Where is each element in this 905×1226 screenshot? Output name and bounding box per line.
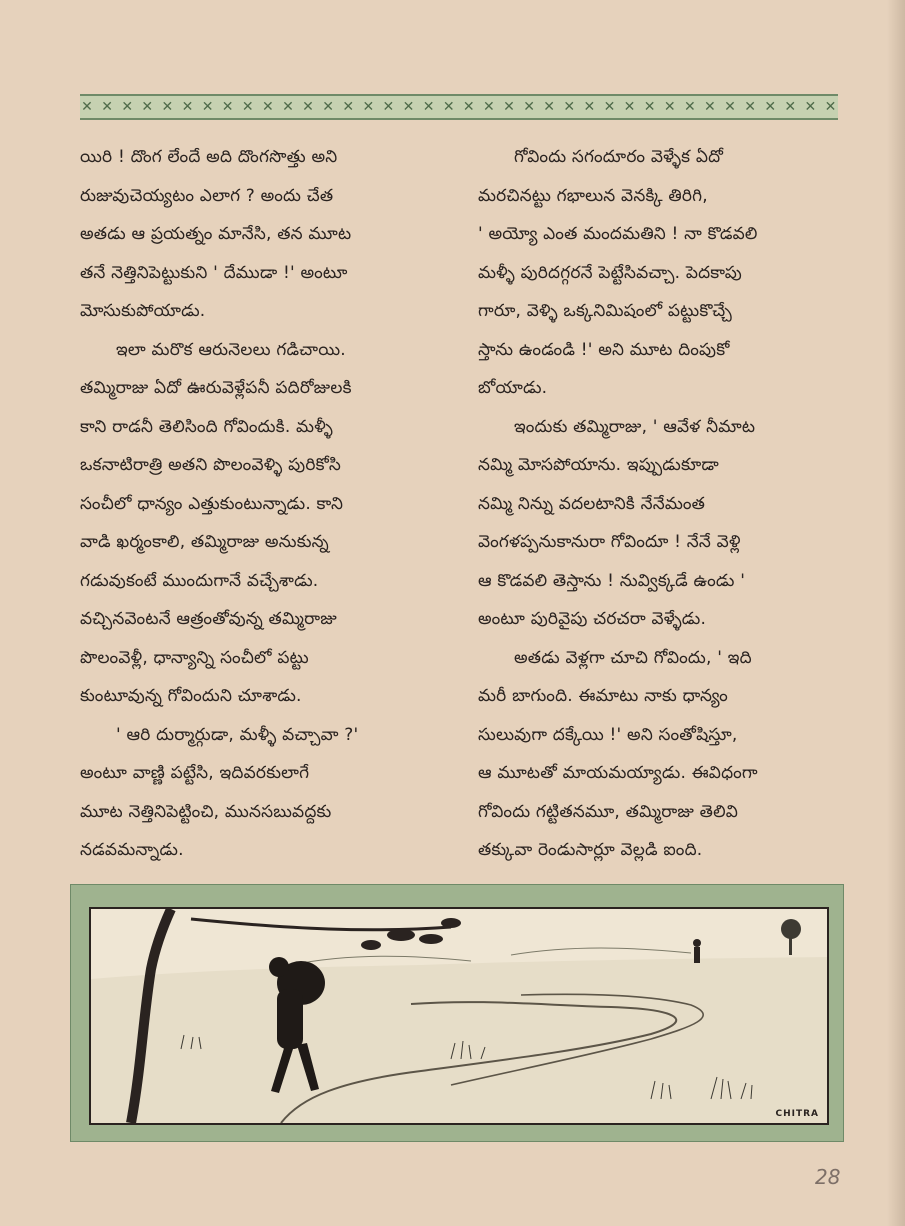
ornament-icon: ✕	[543, 99, 556, 115]
page-edge-shadow	[887, 0, 905, 1226]
artist-signature: CHITRA	[775, 1109, 819, 1119]
page-number: 28	[815, 1165, 841, 1189]
text-line: ఒకనాటిరాత్రి అతని పొలంవెళ్ళి పురికోసి	[80, 455, 342, 475]
ornament-icon: ✕	[101, 99, 113, 115]
ornament-icon: ✕	[764, 99, 777, 115]
ornament-icon: ✕	[261, 99, 274, 115]
ornament-icon: ✕	[724, 99, 736, 115]
text-line: నడవమన్నాడు.	[80, 840, 184, 860]
text-line: వాడి ఖర్మంకాలి, తమ్మిరాజు అనుకున్న	[80, 532, 329, 552]
text-line: అతడు ఆ ప్రయత్నం మానేసి, తన మూట	[80, 224, 352, 244]
text-line: అంటూ పురివైపు చరచరా వెళ్ళేడు.	[478, 609, 707, 629]
ornament-icon: ✕	[583, 99, 596, 115]
ornament-icon: ✕	[362, 99, 375, 115]
ornament-icon: ✕	[663, 99, 676, 115]
text-line: ఆ కొడవలి తెస్తాను ! నువ్విక్కడే ఉండు '	[478, 570, 746, 591]
text-line: కాని రాడనీ తెలిసింది గోవిందుకి. మళ్ళీ	[80, 416, 334, 437]
text-line: నమ్మి నిన్ను వదలటానికి నేనేమంత	[478, 493, 706, 514]
ornament-icon: ✕	[141, 99, 154, 115]
ornament-icon: ✕	[683, 99, 696, 115]
ornament-icon: ✕	[342, 99, 355, 115]
text-line: ఆ మూటతో మాయమయ్యాడు. ఈవిధంగా	[478, 763, 758, 783]
text-line: తనే నెత్తినిపెట్టుకుని ' దేముడా !' అంటూ	[80, 262, 348, 283]
text-line: ' అయ్యో ఎంత మందమతిని ! నా కొడవలి	[478, 224, 758, 244]
text-line: రుజువుచెయ్యటం ఎలాగ ? అందు చేత	[80, 185, 334, 206]
text-line: ఇలా మరొక ఆరునెలలు గడిచాయి.	[116, 339, 346, 360]
ornament-icon: ✕	[744, 99, 756, 115]
ornament-icon: ✕	[181, 99, 194, 115]
text-line: స్తాను ఉండండి !' అని మూట దింపుకో	[478, 339, 730, 360]
ornament-icon: ✕	[462, 99, 475, 115]
text-line: ' ఆరి దుర్మార్గుడా, మళ్ళీ వచ్చావా ?'	[116, 724, 359, 745]
ornament-icon: ✕	[302, 99, 314, 115]
ornament-icon: ✕	[442, 99, 455, 115]
decorative-border	[80, 94, 838, 120]
ornament-icon: ✕	[422, 99, 435, 115]
text-line: గోవిందు సగందూరం వెళ్ళేక ఏదో	[514, 147, 724, 167]
ornament-icon: ✕	[282, 99, 294, 115]
ornament-icon: ✕	[523, 99, 535, 115]
ornament-icon: ✕	[402, 99, 415, 115]
text-line: మోసుకుపోయాడు.	[80, 301, 206, 321]
text-line: మరచినట్టు గభాలున వెనక్కి తిరిగి,	[478, 185, 708, 206]
text-line: యిరి ! దొంగ లేందే అది దొంగసొత్తు అని	[80, 147, 338, 167]
text-line: తక్కువా రెండుసార్లూ వెల్లడి ఐంది.	[478, 840, 703, 860]
ornament-icon: ✕	[563, 99, 576, 115]
text-line: వచ్చినవెంటనే ఆత్రంతోవున్న తమ్మిరాజు	[80, 609, 337, 629]
text-line: గోవిందు గట్టితనమూ, తమ్మిరాజు తెలివి	[478, 801, 739, 822]
story-illustration	[70, 884, 844, 1142]
text-line: మూట నెత్తినిపెట్టించి, మునసబువద్దకు	[80, 801, 332, 822]
ornament-icon: ✕	[161, 99, 174, 115]
text-line: మరీ బాగుంది. ఈమాటు నాకు ధాన్యం	[478, 686, 728, 706]
ornament-icon: ✕	[643, 99, 656, 115]
ornament-icon: ✕	[201, 99, 214, 115]
left-text-column	[80, 138, 468, 870]
ornament-icon: ✕	[121, 99, 134, 115]
ornament-icon: ✕	[623, 99, 636, 115]
text-line: నమ్మి మోసపోయాను. ఇప్పుడుకూడా	[478, 455, 719, 475]
ornament-icon: ✕	[603, 99, 616, 115]
text-line: ఇందుకు తమ్మిరాజు, ' ఆవేళ నీమాట	[514, 416, 756, 437]
text-line: బోయాడు.	[478, 378, 548, 398]
right-text-column	[478, 138, 856, 870]
text-line: గారూ, వెళ్ళి ఒక్కనిమిషంలో పట్టుకొచ్చే	[478, 301, 732, 321]
text-line: అంటూ వాణ్ణి పట్టేసి, ఇదివరకులాగే	[80, 763, 310, 783]
text-line: వెంగళప్పనుకానురా గోవిందూ ! నేనే వెళ్లి	[478, 532, 741, 552]
illustration-scene	[89, 907, 829, 1125]
text-line: సంచీలో ధాన్యం ఎత్తుకుంటున్నాడు. కాని	[80, 493, 344, 514]
text-line: గడువుకంటే ముందుగానే వచ్చేశాడు.	[80, 570, 319, 591]
ornament-icon: ✕	[382, 99, 395, 115]
ornament-icon: ✕	[221, 99, 234, 115]
text-line: పొలంవెళ్లీ, ధాన్యాన్ని సంచీలో పట్టు	[80, 647, 309, 668]
ornament-icon: ✕	[503, 99, 515, 115]
text-line: అతడు వెళ్లగా చూచి గోవిందు, ' ఇది	[514, 647, 752, 668]
ornament-icon: ✕	[704, 99, 716, 115]
landscape-drawing	[91, 909, 827, 1123]
text-line: సులువుగా దక్కేయి !' అని సంతోషిస్తూ,	[478, 724, 738, 745]
ornament-icon: ✕	[81, 99, 93, 115]
ornament-icon: ✕	[241, 99, 254, 115]
text-line: మళ్ళీ పురిదగ్గరనే పెట్టేసివచ్చా. పెదకాపు	[478, 262, 742, 283]
text-line: కుంటూవున్న గోవిందుని చూశాడు.	[80, 686, 302, 706]
ornament-icon: ✕	[804, 99, 817, 115]
ornament-icon: ✕	[322, 99, 334, 115]
ornament-icon: ✕	[824, 99, 837, 115]
ornament-icon: ✕	[483, 99, 495, 115]
ornament-icon: ✕	[784, 99, 797, 115]
text-line: తమ్మిరాజు ఏదో ఊరువెళ్లేపనీ పదిరోజులకి	[80, 378, 352, 398]
